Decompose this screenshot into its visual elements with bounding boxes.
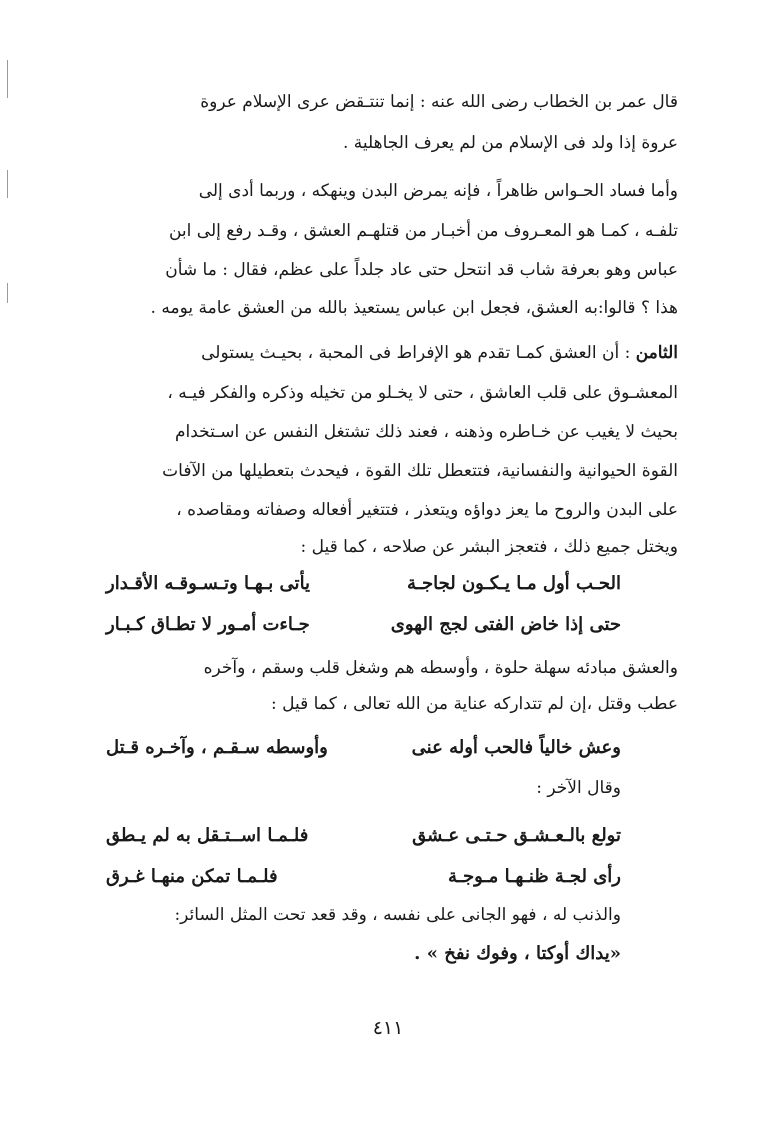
paragraph-5: والذنب له ، فهو الجانى على نفسه ، وقد قعد تحت المثل السائر: — [174, 905, 621, 925]
verse-hemistich-right: الحـب أول مـا يـكـون لجاجـة — [407, 573, 621, 594]
section-lead-word: الثامن — [635, 343, 678, 363]
verse-hemistich-right: وعش خالياً فالحب أوله عنى — [411, 737, 621, 758]
text-line: عطب وقتل ،إن لم تتداركه عناية من الله تعالى ، كما قيل : — [271, 694, 678, 714]
text-line: هذا ؟ قالوا:به العشق، فجعل ابن عباس يستعيذ بالله من العشق عامة يومه . — [150, 298, 678, 318]
text-line: قال عمر بن الخطاب رضى الله عنه : إنما تنتـقض عرى الإسلام عروة — [200, 92, 678, 112]
verse-hemistich-right: رأى لجـة ظنـهـا مـوجـة — [448, 866, 621, 887]
verse-hemistich-left: يأتى بـهـا وتـسـوقـه الأقـدار — [106, 573, 311, 594]
text-line: بحيث لا يغيب عن خـاطره وذهنه ، فعند ذلك تشتغل النفس عن اسـتخدام — [174, 422, 678, 442]
text-line: عباس وهو بعرفة شاب قد انتحل حتى عاد جلداً على عظم، فقال : ما شأن — [165, 260, 678, 280]
poem-intro: وقال الآخر : — [536, 778, 621, 798]
text-line — [112, 343, 678, 363]
text-line: والعشق مبادئه سهلة حلوة ، وأوسطه هم وشغل قلب وسقم ، وآخره — [203, 658, 678, 678]
text-line: القوة الحيوانية والنفسانية، فتتعطل تلك القوة ، فيحدث بتعطيلها من الآفات — [162, 461, 678, 481]
text-line: المعشـوق على قلب العاشق ، حتى لا يخـلو من تخيله وذكره والفكر فيـه ، — [167, 383, 678, 403]
verse-hemistich-left: جـاءت أمـور لا تطـاق كـبـار — [106, 614, 310, 635]
verse-hemistich-left: فلـمـا اســتـقل به لم يـطق — [106, 825, 309, 846]
margin-mark-middle — [7, 170, 8, 198]
verse-hemistich-right: حتى إذا خاض الفتى لجج الهوى — [390, 614, 621, 635]
verse-hemistich-left: وأوسطه سـقـم ، وآخـره قـتل — [106, 737, 328, 758]
text-line: وأما فساد الحـواس ظاهراً ، فإنه يمرض البدن وينهكه ، وربما أدى إلى — [198, 181, 678, 201]
text-line: ويختل جميع ذلك ، فتعجز البشر عن صلاحه ، كما قيل : — [300, 537, 678, 557]
margin-mark-top — [7, 60, 8, 98]
verse-hemistich-right: تولع بالـعـشـق حـتـى عـشق — [412, 825, 621, 846]
text-line: عروة إذا ولد فى الإسلام من لم يعرف الجاهلية . — [342, 133, 678, 153]
margin-mark-lower — [7, 283, 8, 303]
verse-hemistich-left: فلـمـا تمكن منهـا غـرق — [106, 866, 278, 887]
text-span: : أن العشق كمـا تقدم هو الإفراط فى المحبة ، بحيـث يستولى — [201, 343, 636, 363]
proverb: «يداك أوكتا ، وفوك نفخ » . — [414, 943, 621, 964]
page-number: ٤١١ — [372, 1017, 404, 1039]
text-line: تلفـه ، كمـا هو المعـروف من أخبـار من قتلهـم العشق ، وقـد رفع إلى ابن — [168, 221, 678, 241]
text-line: على البدن والروح ما يعز دواؤه ويتعذر ، فتتغير أفعاله وصفاته ومقاصده ، — [176, 500, 678, 520]
